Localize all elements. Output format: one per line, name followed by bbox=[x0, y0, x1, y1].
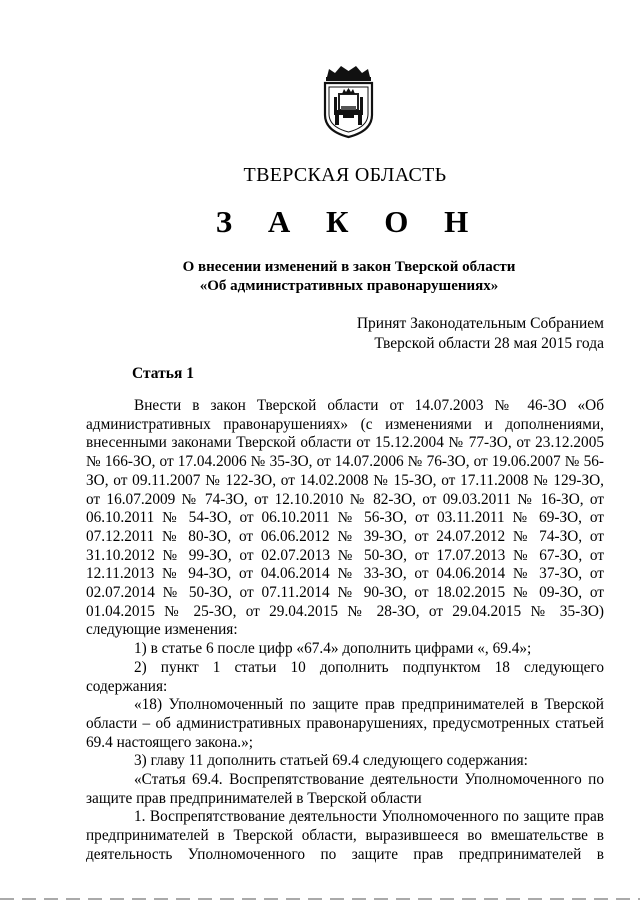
adoption-line-1: Принят Законодательным Собранием bbox=[356, 315, 604, 332]
region-name: ТВЕРСКАЯ ОБЛАСТЬ bbox=[243, 164, 447, 186]
new-article-title: «Статья 69.4. Воспрепятствование деятельности Уполномоченного по защите прав предпринимателей в Тверской области bbox=[86, 771, 604, 807]
amendment-item-3: 3) главу 11 дополнить статьей 69.4 следующего содержания: bbox=[134, 752, 528, 770]
adoption-note bbox=[357, 314, 604, 354]
new-article-part-1: 1. Воспрепятствование деятельности Уполномоченного по защите прав предпринимателей в Тверской области, выразившееся во вмешательстве в деятельность Уполномоченного по защите прав предпринимателей в bbox=[86, 808, 604, 863]
law-title-line-1: О внесении изменений в закон Тверской области bbox=[182, 259, 516, 275]
coat-of-arms-emblem bbox=[321, 63, 376, 139]
subparagraph-18-quote: «18) Уполномоченный по защите прав предпринимателей в Тверской области – об административных правонарушениях, предусмотренных статьей 69.4 настоящего закона.»; bbox=[86, 696, 604, 751]
amendment-item-2: 2) пункт 1 статьи 10 дополнить подпунктом 18 следующего содержания: bbox=[86, 658, 604, 695]
law-title bbox=[0, 258, 640, 296]
adoption-line-2: Тверской области 28 мая 2015 года bbox=[374, 335, 604, 352]
amendment-item-1: 1) в статье 6 после цифр «67.4» дополнить цифрами «, 69.4»; bbox=[134, 640, 532, 658]
document-type-heading: З А К О Н bbox=[215, 204, 483, 239]
page-bottom-edge bbox=[0, 898, 640, 900]
article-intro-paragraph: Внести в закон Тверской области от 14.07.2003 № 46-ЗО «Об административных правонарушениях» (с изменениями и дополнениями, внесенными законами Тверской области от 15.12.2004 № 77-ЗО, от 23.12.2005 № 166-ЗО, от 17.04.2006 № 35-ЗО, от 14.07.2006 № 76-ЗО, от 19.06.2007 № 56-ЗО, от 09.11.2007 № 122-ЗО, от 14.02.2008 № 15-ЗО, от 17.11.2008 № 129-ЗО, от 16.07.2009 № 74-ЗО, от 12.10.2010 № 82-ЗО, от 09.03.2011 № 16-ЗО, от 06.10.2011 № 54-ЗО, от 06.10.2011 № 56-ЗО, от 03.11.2011 № 69-ЗО, от 07.12.2011 № 80-ЗО, от 06.06.2012 № 39-ЗО, от 24.07.2012 № 74-ЗО, от 31.10.2012 № 99-ЗО, от 02.07.2013 № 50-ЗО, от 17.07.2013 № 67-ЗО, от 12.11.2013 № 94-ЗО, от 04.06.2014 № 33-ЗО, от 04.06.2014 № 37-ЗО, от 02.07.2014 № 50-ЗО, от 07.11.2014 № 90-ЗО, от 18.02.2015 № 09-ЗО, от 01.04.2015 № 25-ЗО, от 29.04.2015 № 28-ЗО, от 29.04.2015 № 35-ЗО) следующие изменения: bbox=[86, 397, 604, 639]
law-title-line-2: «Об административных правонарушениях» bbox=[199, 278, 499, 294]
article-heading: Статья 1 bbox=[132, 365, 194, 382]
article-body bbox=[86, 397, 604, 865]
